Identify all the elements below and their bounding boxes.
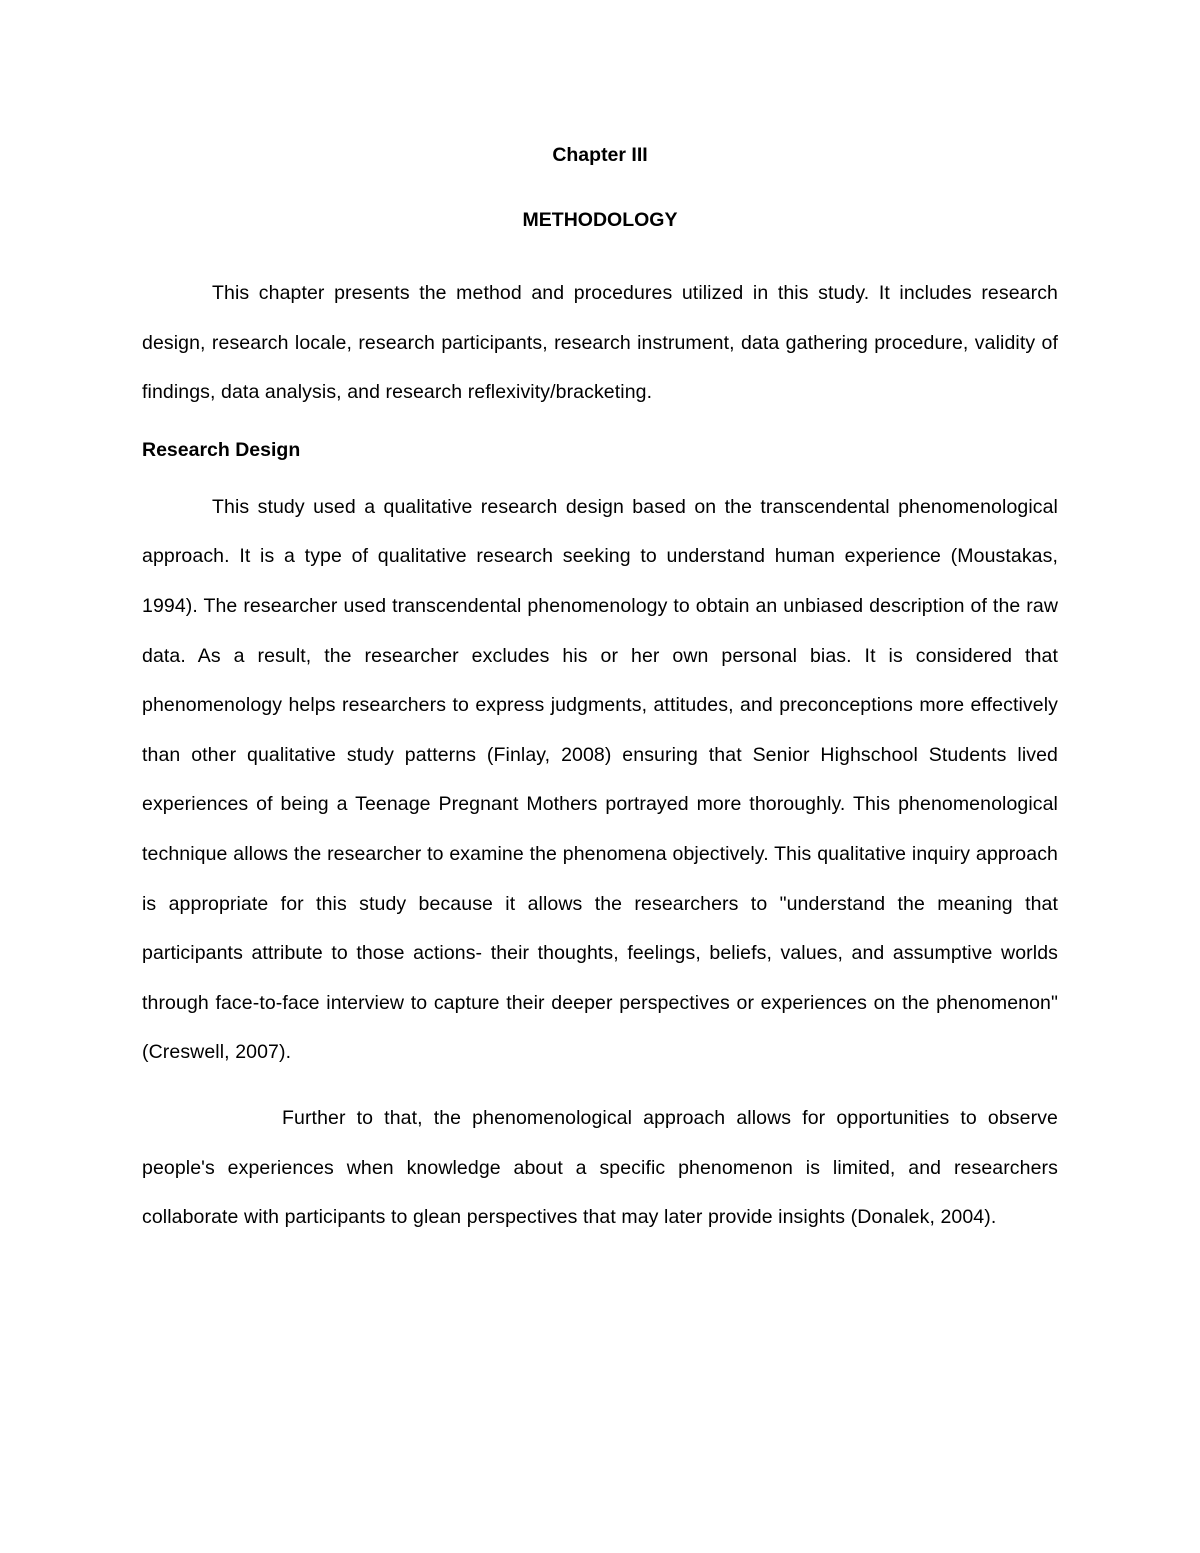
chapter-label: Chapter III [552,144,648,166]
intro-paragraph: This chapter presents the method and procedures utilized in this study. It includes research design, research locale, research participants, research instrument, data gathering procedure, validity of findings, data analysis, and research reflexivity/bracketing. [142,282,1058,404]
spacer [142,1078,1058,1094]
spacer [142,418,1058,434]
research-design-paragraph-2: Further to that, the phenomenological approach allows for opportunities to observe people's experiences when knowledge about a specific phenomenon is limited, and researchers collaborate with participants to glean perspectives that may later provide insights (Donalek, 2004). [142,1106,1058,1229]
spacer [142,466,1058,483]
section-heading-research-design: Research Design [142,438,301,461]
research-design-paragraph-1: This study used a qualitative research design based on the transcendental phenomenological approach. It is a type of qualitative research seeking to understand human experience (Moustakas, 1994). The researcher used transcendental phenomenology to obtain an unbiased description of the raw data. As a result, the researcher excludes his or her own personal bias. It is considered that phenomenology helps researchers to express judgments, attitudes, and preconceptions more effectively than other qualitative study patterns (Finlay, 2008) ensuring that Senior Highschool Students lived experiences of being a Teenage Pregnant Mothers portrayed more thoroughly. This phenomenological technique allows the researcher to examine the phenomena objectively. This qualitative inquiry approach is appropriate for this study because it allows the researchers to "understand the meaning that participants attribute to those actions- their thoughts, feelings, beliefs, values, and assumptive worlds through face-to-face interview to capture their deeper perspectives or experiences on the phenomenon" (Creswell, 2007). [142,495,1058,1064]
document-body [142,139,1058,1243]
chapter-title: METHODOLOGY [522,209,678,231]
